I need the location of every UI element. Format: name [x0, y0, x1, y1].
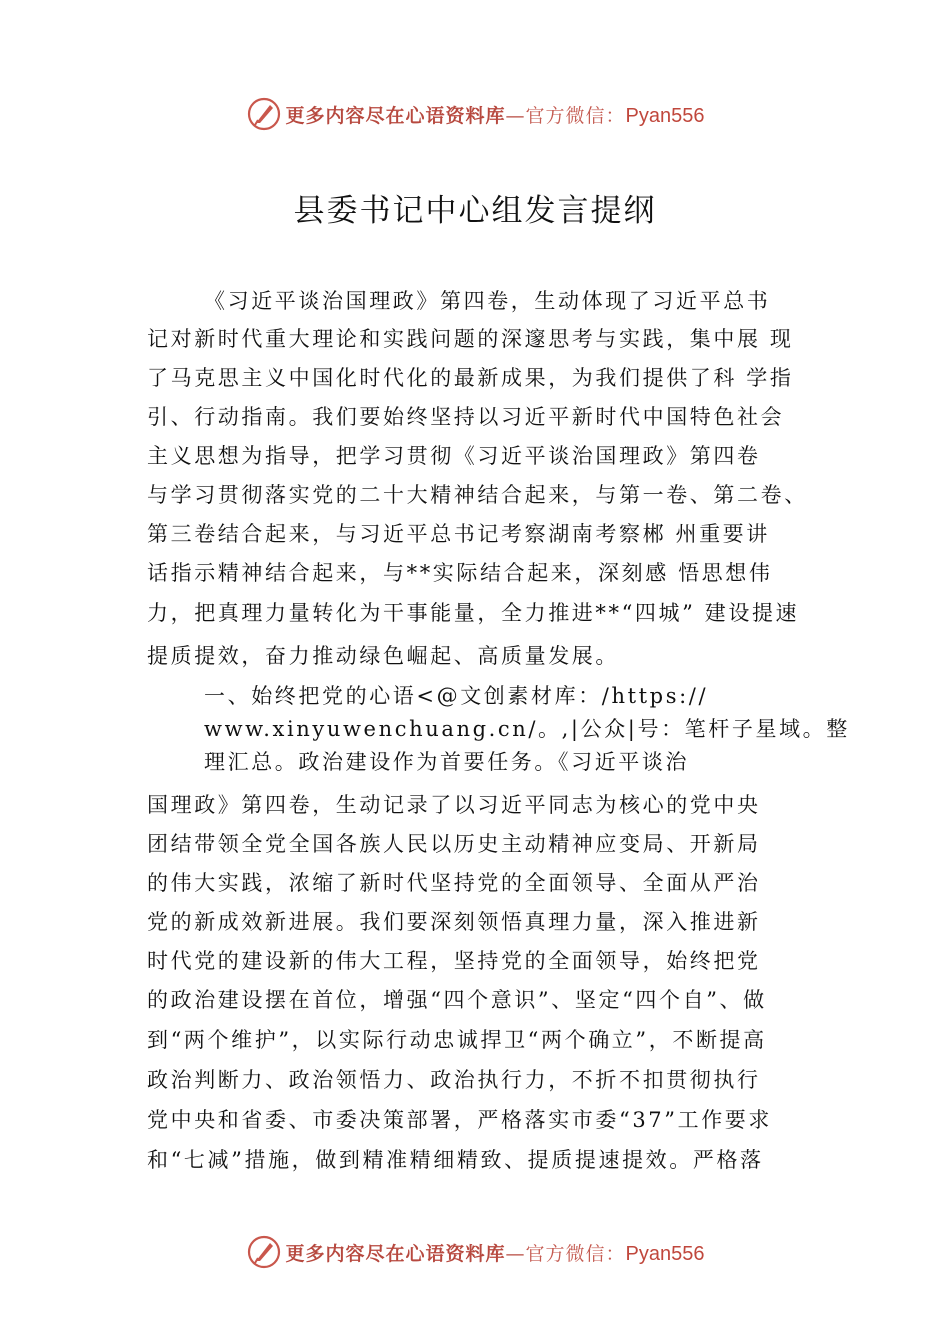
banner-label: 官方微信： [525, 104, 626, 127]
body-line: 《习近平谈治国理政》第四卷，生动体现了习近平总书 [204, 289, 771, 313]
body-line: 力，把真理力量转化为干事能量，全力推进**“四城” 建设提速 [147, 601, 800, 625]
body-line: 理汇总。政治建设作为首要任务。《习近平谈治 [204, 750, 690, 774]
body-line: 提质提效，奋力推动绿色崛起、高质量发展。 [147, 644, 619, 668]
body-line: 与学习贯彻落实党的二十大精神结合起来，与第一卷、第二卷、 [147, 483, 808, 507]
banner-text [286, 1239, 705, 1266]
banner-account: Pyan556 [625, 104, 705, 127]
banner-separator: — [505, 104, 526, 127]
body-line: 党的新成效新进展。我们要深刻领悟真理力量，深入推进新 [147, 910, 761, 934]
body-line: 和“七减”措施，做到精准精细精致、提质提速提效。严格落 [147, 1148, 764, 1172]
body-line: 引、行动指南。我们要始终坚持以习近平新时代中国特色社会 [147, 405, 785, 429]
banner-account: Pyan556 [625, 1242, 705, 1265]
body-line: 党中央和省委、市委决策部署，严格落实市委“37”工作要求 [147, 1108, 772, 1132]
body-line: 团结带领全党全国各族人民以历史主动精神应变局、开新局 [147, 832, 761, 856]
body-line: 时代党的建设新的伟大工程，坚持党的全面领导，始终把党 [147, 949, 761, 973]
banner-text [286, 101, 705, 128]
document-title: 县委书记中心组发言提纲 [293, 193, 657, 229]
footer-banner [0, 1232, 950, 1272]
body-line: 主义思想为指导，把学习贯彻《习近平谈治国理政》第四卷 [147, 444, 761, 468]
banner-separator: — [505, 1242, 526, 1265]
body-line: 话指示精神结合起来，与**实际结合起来，深刻感 悟思想伟 [147, 561, 773, 585]
body-line: 记对新时代重大理论和实践问题的深邃思考与实践，集中展 现 [147, 327, 794, 351]
body-line: www.xinyuwenchuang.cn/。,|公众|号：笔杆子星域。整 [204, 717, 850, 741]
quill-logo-icon [246, 96, 282, 132]
body-line: 的政治建设摆在首位，增强“四个意识”、坚定“四个自”、做 [147, 988, 767, 1012]
body-line: 政治判断力、政治领悟力、政治执行力，不折不扣贯彻执行 [147, 1068, 761, 1092]
header-banner [0, 94, 950, 134]
quill-logo-icon [246, 1234, 282, 1270]
banner-site-text: 更多内容尽在心语资料库 [285, 1242, 506, 1265]
body-line: 国理政》第四卷，生动记录了以习近平同志为核心的党中央 [147, 793, 761, 817]
banner-site-text: 更多内容尽在心语资料库 [285, 104, 506, 127]
body-line: 到“两个维护”，以实际行动忠诚捍卫“两个确立”，不断提高 [147, 1028, 767, 1052]
body-line: 第三卷结合起来，与习近平总书记考察湖南考察郴 州重要讲 [147, 522, 770, 546]
banner-label: 官方微信： [525, 1242, 626, 1265]
body-line: 了马克思主义中国化时代化的最新成果，为我们提供了科 学指 [147, 366, 794, 390]
body-line: 的伟大实践，浓缩了新时代坚持党的全面领导、全面从严治 [147, 871, 761, 895]
body-line: 一、始终把党的心语<@文创素材库：/https:// [204, 684, 709, 708]
